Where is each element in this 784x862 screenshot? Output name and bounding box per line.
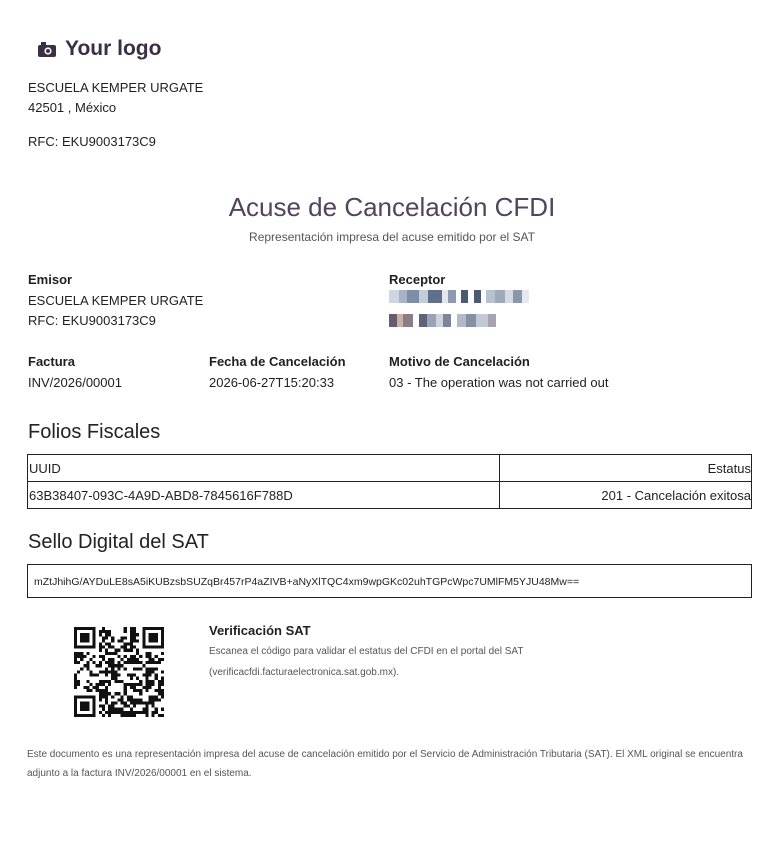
receptor-name-redacted <box>389 290 529 308</box>
company-address: 42501 , México <box>28 100 117 115</box>
fecha-label: Fecha de Cancelación <box>209 354 346 369</box>
uuid-cell: 63B38407-093C-4A9D-ABD8-7845616F788D <box>28 482 500 509</box>
factura-value: INV/2026/00001 <box>28 375 122 390</box>
logo-text: Your logo <box>65 37 162 60</box>
fecha-value: 2026-06-27T15:20:33 <box>209 375 335 390</box>
sello-heading: Sello Digital del SAT <box>28 531 209 553</box>
factura-label: Factura <box>28 354 75 369</box>
document-subtitle: Representación impresa del acuse emitido por el SAT <box>249 230 535 244</box>
status-cell: 201 - Cancelación exitosa <box>500 482 752 509</box>
sello-box: mZtJhihG/AYDuLE8sA5iKUBzsbSUZqBr457rP4aZIVB+aNyXlTQC4xm9wpGKc02uhTGPcWpc7UMlFM5YJU48Mw== <box>27 564 752 598</box>
col-uuid-header: UUID <box>28 455 500 482</box>
emisor-rfc: RFC: EKU9003173C9 <box>28 313 156 328</box>
emisor-label: Emisor <box>28 272 73 287</box>
motivo-label: Motivo de Cancelación <box>389 354 530 369</box>
motivo-value: 03 - The operation was not carried out <box>389 375 609 390</box>
company-name: ESCUELA KEMPER URGATE <box>28 80 204 95</box>
footer-note: Este documento es una representación impresa del acuse de cancelación emitido por el Servicio de Administración Tributaria (SAT). El XML original se encuentra adjunto a la factura INV/2026/00001 en el sistema. <box>27 749 743 779</box>
company-rfc: RFC: EKU9003173C9 <box>28 134 156 149</box>
qr-code <box>74 627 164 717</box>
folios-table <box>27 454 752 509</box>
verificacion-line1: Escanea el código para validar el estatus del CFDI en el portal del SAT <box>209 646 524 657</box>
table-row <box>28 482 752 509</box>
folios-heading: Folios Fiscales <box>28 421 161 443</box>
table-header-row <box>28 455 752 482</box>
company-logo <box>37 37 161 61</box>
document-title: Acuse de Cancelación CFDI <box>228 192 556 222</box>
camera-icon <box>37 41 57 58</box>
receptor-label: Receptor <box>389 272 446 287</box>
col-status-header: Estatus <box>500 455 752 482</box>
receptor-rfc-redacted <box>389 314 496 332</box>
emisor-name: ESCUELA KEMPER URGATE <box>28 293 204 308</box>
verificacion-line2: (verificacfdi.facturaelectronica.sat.gob.mx). <box>209 667 400 678</box>
verificacion-title: Verificación SAT <box>209 623 311 638</box>
